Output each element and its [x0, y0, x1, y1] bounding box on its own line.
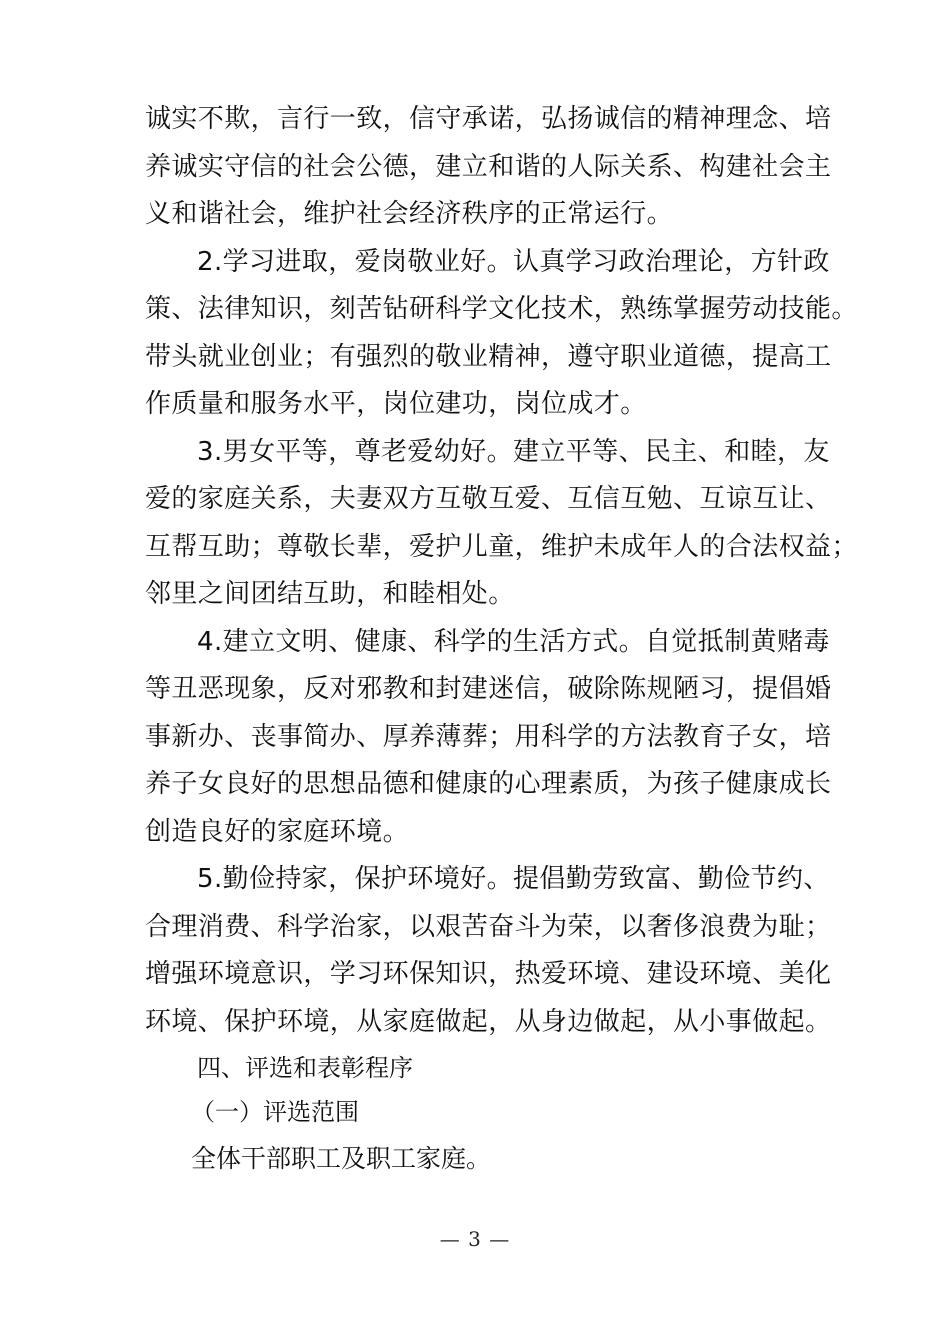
- paragraph-line: 3.男女平等，尊老爱幼好。建立平等、民主、和睦，友: [197, 436, 830, 467]
- paragraph-line: 养诚实守信的社会公德，建立和谐的人际关系、构建社会主: [145, 151, 832, 182]
- paragraph-thrift-environment: [145, 856, 832, 1046]
- paragraph-line: 爱的家庭关系，夫妻双方互敬互爱、互信互勉、互谅互让、: [145, 484, 832, 514]
- paragraph-healthy-lifestyle: [145, 619, 832, 857]
- paragraph-line: 作质量和服务水平，岗位建功，岗位成才。: [145, 389, 647, 419]
- paragraph-line: 环境、保护环境，从家庭做起，从身边做起，从小事做起。: [145, 1006, 832, 1037]
- paragraph-line: 事新办、丧事简办、厚养薄葬；用科学的方法教育子女，培: [145, 721, 832, 752]
- paragraph-line: 5.勤俭持家，保护环境好。提倡勤劳致富、勤俭节约、: [197, 864, 830, 894]
- paragraph-line: 增强环境意识，学习环保知识，热爱环境、建设环境、美化: [145, 959, 832, 989]
- paragraph-line: 创造良好的家庭环境。: [145, 816, 410, 847]
- paragraph-line: 互帮互助；尊敬长辈，爱护儿童，维护未成年人的合法权益；: [145, 531, 858, 562]
- subsection-heading: （一）评选范围: [191, 1098, 359, 1126]
- paragraph-study-work: [145, 239, 858, 429]
- paragraph-line: 义和谐社会，维护社会经济秩序的正常运行。: [145, 199, 674, 229]
- paragraph-line: 策、法律知识，刻苦钻研科学文化技术，熟练掌握劳动技能。: [145, 294, 858, 324]
- paragraph-family-equality: [145, 429, 858, 619]
- paragraph-line: 合理消费、科学治家，以艰苦奋斗为荣，以奢侈浪费为耻；: [145, 911, 832, 942]
- paragraph-integrity-continuation: [145, 96, 832, 239]
- section-heading: 四、评选和表彰程序: [197, 1054, 413, 1082]
- paragraph-line: 等丑恶现象，反对邪教和封建迷信，破除陈规陋习，提倡婚: [145, 674, 832, 704]
- paragraph-line: 诚实不欺，言行一致，信守承诺，弘扬诚信的精神理念、培: [145, 104, 832, 134]
- paragraph-line: 养子女良好的思想品德和健康的心理素质，为孩子健康成长: [145, 769, 832, 799]
- page-number: — 3 —: [439, 1227, 511, 1251]
- document-body: [145, 96, 858, 1184]
- scope-text: 全体干部职工及职工家庭。: [191, 1144, 492, 1173]
- paragraph-line: 邻里之间团结互助，和睦相处。: [145, 579, 515, 609]
- paragraph-line: 2.学习进取，爱岗敬业好。认真学习政治理论，方针政: [197, 246, 830, 277]
- paragraph-line: 4.建立文明、健康、科学的生活方式。自觉抵制黄赌毒: [197, 626, 830, 657]
- paragraph-line: 带头就业创业；有强烈的敬业精神，遵守职业道德，提高工: [145, 341, 832, 372]
